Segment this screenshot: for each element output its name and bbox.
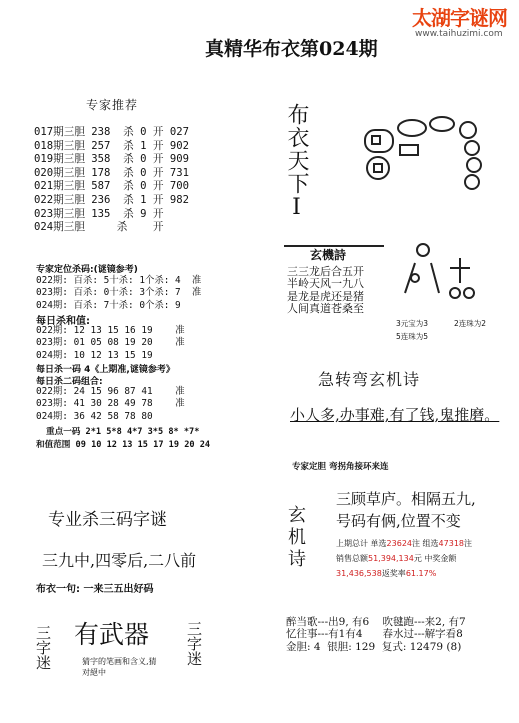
two-row: 022期: 24 15 96 87 41 准: [36, 386, 185, 397]
xuanji-line-2: 号码有俩,位置不变: [336, 512, 461, 530]
poem-box-line: 三三龙后合五开: [287, 265, 364, 278]
poem-box-lines: [287, 265, 364, 314]
two-row: 023期: 41 30 28 49 78 准: [36, 398, 185, 410]
side-left-text: 三字迷: [34, 625, 52, 670]
stats2-value: 51,394,134: [368, 554, 414, 563]
mini-label-2: 2连珠为2: [454, 319, 487, 328]
pick-row: 021期三胆 587 杀 0 开 700: [34, 180, 190, 193]
daily-row: 024期: 10 12 13 15 19: [36, 349, 153, 361]
riddle-note-1: 猜字的笔画和含义,猜: [82, 657, 157, 666]
pick-row: 018期三胆 257 杀 1 开 902: [34, 139, 190, 152]
two-header: 每日杀二码组合:: [36, 377, 103, 387]
pos-kill-row: 022期: 百杀: 5十杀: 1个杀: 4 准: [36, 275, 202, 286]
site-brand: 太湖字谜网: [412, 6, 507, 30]
daily-header: 每日杀和值:: [36, 316, 90, 327]
expert-line: 专家定胆 弯拐角接环来连: [292, 462, 389, 472]
pick-row: 024期三胆 杀 开: [34, 221, 164, 234]
stats1-end: 注: [464, 539, 472, 548]
daily-row: 022期: 12 13 15 16 19 准: [36, 325, 185, 336]
pick-row: 017期三胆 238 杀 0 开 027: [34, 126, 190, 138]
pro-title: 专业杀三码字谜: [48, 510, 167, 530]
stats-line-2: [336, 553, 456, 564]
poem-title: 急转弯玄机诗: [318, 370, 421, 389]
pos-kill-header: 专家定位杀码:(谜镜参考): [36, 265, 138, 275]
key-line: 重点一码 2*1 5*8 4*7 3*5 8* *7*: [46, 427, 200, 437]
stats2-end: 元 中奖金额: [413, 554, 457, 563]
poem-box-line: 半岭天风一九八: [287, 277, 364, 291]
daily-list: [36, 325, 185, 362]
stats1-mid: 注 组选: [412, 539, 439, 548]
stats-line-1: [336, 538, 472, 549]
pro-riddle: 三九中,四零后,二八前: [42, 551, 197, 570]
bottom-lines: [286, 614, 466, 651]
expert-header: 专家推荐: [86, 98, 139, 112]
mini-label-1: 3元宝为3: [396, 319, 429, 328]
pos-kill-row: 024期: 百杀: 7十杀: 0个杀: 9: [36, 299, 181, 311]
line-drawing: [395, 238, 505, 318]
poem-box-line: 是龙是虎还是猪: [287, 289, 364, 303]
pick-row: 020期三胆 178 杀 0 开 731: [34, 166, 190, 179]
stats3-rate: 61.17: [405, 569, 429, 578]
pos-kill-list: [36, 275, 201, 312]
pick-row: 023期三胆 135 杀 9 开: [34, 207, 164, 220]
xuanji-vertical: 玄机诗: [285, 505, 306, 571]
poem-line: 小人多,办事难,有了钱,鬼推磨。: [290, 406, 500, 424]
bottom-line: 忆往事---有1有4 春水过---解字看8: [286, 628, 463, 641]
mini-label-3: 5连珠为5: [396, 332, 429, 341]
picks-list: [34, 126, 189, 235]
stats1-label: 上期总计 单选: [336, 539, 387, 548]
two-list: [36, 386, 185, 423]
bottom-line: 醉当歌---出9, 有6 吹毽跑---来2, 有7: [286, 616, 466, 628]
pos-kill-row: 023期: 百杀: 0十杀: 3个杀: 7 准: [36, 287, 202, 299]
stats3-end: %: [428, 569, 437, 578]
sum-line: 和值范围 09 10 12 13 15 17 19 20 24: [36, 440, 211, 450]
daily-row: 023期: 01 05 08 19 20 准: [36, 337, 185, 349]
stats3-mid: 返奖率: [381, 569, 406, 578]
kill-one-header: 每日杀一码 4《上期准,谜镜参考》: [36, 365, 175, 375]
buyi-line: 布衣一句: 一来三五出好码: [36, 584, 154, 595]
coin-icon: [365, 117, 481, 189]
page-title: 真精华布衣第024期: [205, 38, 378, 60]
pick-row: 022期三胆 236 杀 1 开 982: [34, 193, 190, 206]
stats1-value: 23624: [386, 539, 412, 548]
site-url: www.taihuzimi.com: [415, 29, 503, 39]
stats2-label: 销售总额: [336, 554, 368, 563]
bottom-line: 金胆: 4 银胆: 129 复式: 12479 (8): [286, 640, 462, 653]
poem-box-line: 人间真道苍桑至: [287, 301, 364, 315]
stats-line-3: [336, 568, 436, 579]
pick-row: 019期三胆 358 杀 0 开 909: [34, 153, 190, 166]
symbol-drawing: [350, 110, 500, 210]
big-riddle: 有武器: [74, 620, 150, 649]
stats1-value2: 47318: [438, 539, 464, 548]
poem-box-title: 玄機詩: [310, 248, 347, 262]
side-right-text: 三字迷: [185, 621, 203, 666]
site-logo: [412, 2, 519, 42]
two-row: 024期: 36 42 58 78 80: [36, 410, 153, 422]
riddle-note-2: 对絕中: [82, 668, 106, 677]
buyi-vertical: 布衣天下I: [284, 103, 309, 221]
xuanji-line-1: 三顾草庐。相隔五九,: [336, 490, 476, 508]
stats3-value: 31,436,538: [336, 569, 382, 578]
